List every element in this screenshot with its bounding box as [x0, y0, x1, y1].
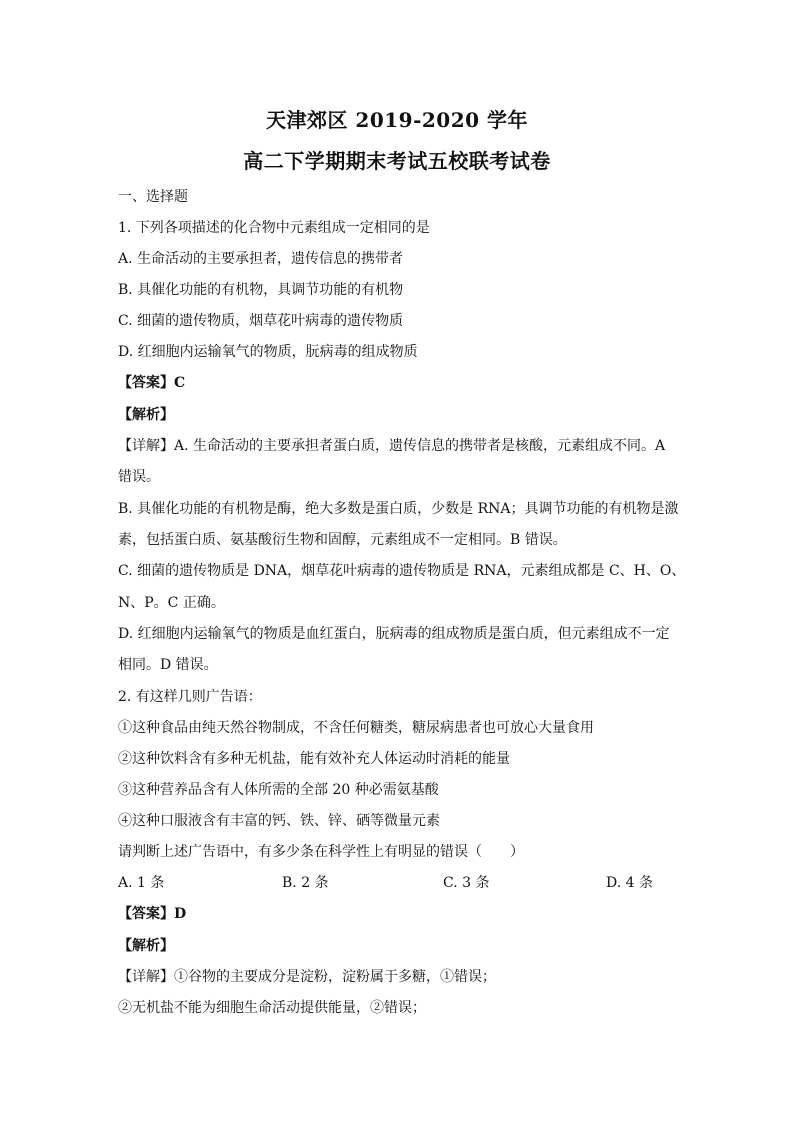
question-2-analysis-label: 【解析】	[118, 938, 174, 954]
question-1-answer: 【答案】C	[118, 375, 186, 391]
question-2-stem: 2. 有这样几则广告语：	[118, 689, 262, 705]
question-1-option-b: B. 具催化功能的有机物，具调节功能的有机物	[118, 282, 404, 298]
question-1-analysis-label: 【解析】	[118, 407, 174, 423]
question-1-detail-line: 相同。D 错误。	[118, 657, 218, 673]
question-2-option-c: C. 3 条	[443, 875, 490, 891]
question-1-detail-line: N、P。C 正确。	[118, 595, 225, 611]
question-1-detail-line: 素，包括蛋白质、氨基酸衍生物和固醇，元素组成不一定相同。B 错误。	[118, 532, 567, 548]
question-1-detail-line: B. 具催化功能的有机物是酶，绝大多数是蛋白质，少数是 RNA；具调节功能的有机物是激	[118, 501, 679, 517]
question-2-ad-4: ④这种口服液含有丰富的钙、铁、锌、硒等微量元素	[118, 813, 440, 829]
question-2-detail-line: ②无机盐不能为细胞生命活动提供能量，②错误；	[118, 1000, 426, 1016]
question-1-detail-line: 【详解】A. 生命活动的主要承担者蛋白质，遗传信息的携带者是核酸，元素组成不同。A	[118, 438, 666, 454]
question-2-ad-3: ③这种营养品含有人体所需的全部 20 种必需氨基酸	[118, 782, 439, 798]
question-1-option-a: A. 生命活动的主要承担者，遗传信息的携带者	[118, 251, 404, 267]
question-2-detail-line: 【详解】①谷物的主要成分是淀粉，淀粉属于多糖，①错误；	[118, 969, 496, 985]
section-heading: 一、选择题	[118, 189, 188, 205]
question-1-detail-line: C. 细菌的遗传物质是 DNA，烟草花叶病毒的遗传物质是 RNA，元素组成都是 C、H、O、	[118, 563, 686, 579]
question-1-detail-line: 错误。	[118, 469, 160, 485]
question-2-answer: 【答案】D	[118, 906, 187, 922]
question-1-detail-line: D. 红细胞内运输氧气的物质是血红蛋白，朊病毒的组成物质是蛋白质，但元素组成不一定	[118, 626, 670, 642]
question-2-ad-1: ①这种食品由纯天然谷物制成，不含任何糖类，糖尿病患者也可放心大量食用	[118, 720, 594, 736]
question-2-option-d: D. 4 条	[606, 875, 653, 891]
question-2-ad-2: ②这种饮料含有多种无机盐，能有效补充人体运动时消耗的能量	[118, 751, 510, 767]
document-title-line-2: 高二下学期期末考试五校联考试卷	[243, 149, 551, 173]
question-2-question: 请判断上述广告语中，有多少条在科学性上有明显的错误（ ）	[118, 844, 524, 860]
question-2-option-a: A. 1 条	[118, 875, 165, 891]
document-title-line-1: 天津郊区 2019-2020 学年	[265, 108, 529, 132]
question-1-stem: 1. 下列各项描述的化合物中元素组成一定相同的是	[118, 220, 430, 236]
question-1-option-d: D. 红细胞内运输氧气的物质，朊病毒的组成物质	[118, 344, 418, 360]
question-1-option-c: C. 细菌的遗传物质，烟草花叶病毒的遗传物质	[118, 313, 404, 329]
question-2-option-b: B. 2 条	[282, 875, 329, 891]
